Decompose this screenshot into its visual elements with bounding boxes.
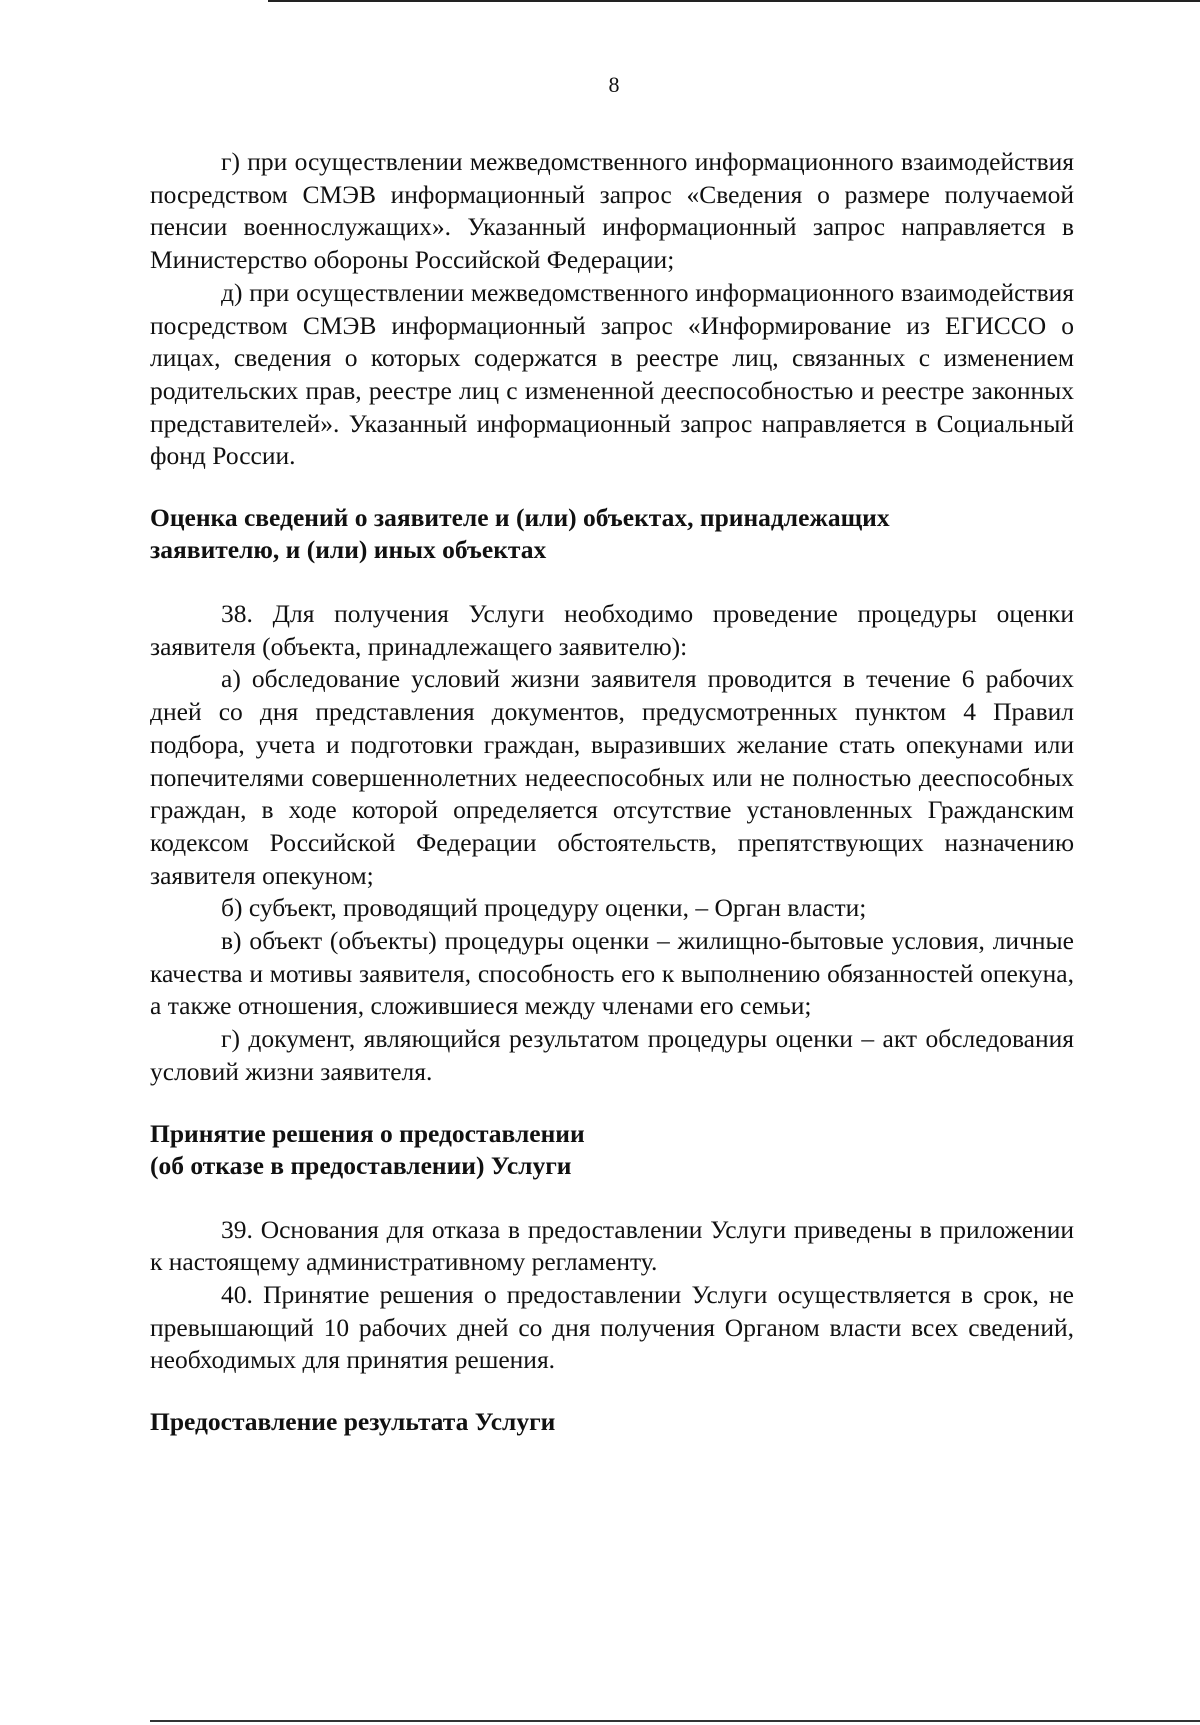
paragraph-38-b: б) субъект, проводящий процедуру оценки, – Орган власти; (221, 893, 867, 923)
paragraph-g: г) при осуществлении межведомственного информационного взаимодействия посредством СМЭВ информационный запрос «Сведения о размере получаемой пенсии военнослужащих». Указанный информационный запрос направляется в Министерство обороны Российской Федерации; (150, 147, 1074, 275)
section-title-assessment-line2: заявителю, и (или) иных объектах (150, 535, 547, 565)
section-title-assessment (150, 502, 1074, 566)
top-scan-edge (268, 0, 1200, 2)
bottom-scan-edge (150, 1720, 1200, 1722)
section-title-result: Предоставление результата Услуги (150, 1407, 556, 1437)
document-body (150, 146, 1074, 1438)
paragraph-38-v: в) объект (объекты) процедуры оценки – жилищно-бытовые условия, личные качества и мотивы заявителя, способность его к выполнению обязанностей опекуна, а также отношения, сложившиеся между членами его семьи; (150, 926, 1074, 1021)
paragraph-39: 39. Основания для отказа в предоставлении Услуги приведены в приложении к настоящему административному регламенту. (150, 1214, 1074, 1277)
section-title-decision-line2: (об отказе в предоставлении) Услуги (150, 1150, 572, 1180)
paragraph-40: 40. Принятие решения о предоставлении Услуги осуществляется в срок, не превышающий 10 рабочих дней со дня получения Органом власти всех сведений, необходимых для принятия решения. (150, 1279, 1074, 1375)
paragraph-38: 38. Для получения Услуги необходимо проведение процедуры оценки заявителя (объекта, принадлежащего заявителю): (150, 599, 1074, 661)
page-number: 8 (608, 72, 620, 97)
section-title-decision-line1: Принятие решения о предоставлении (150, 1118, 585, 1148)
section-title-assessment-line1: Оценка сведений о заявителе и (или) объектах, принадлежащих (150, 503, 890, 533)
paragraph-d: д) при осуществлении межведомственного информационного взаимодействия посредством СМЭВ информационный запрос «Информирование из ЕГИССО о лицах, сведения о которых содержатся в реестре лиц, связанных с изменением родительских прав, реестре лиц с измененной дееспособностью и реестре законных представителей». Указанный информационный запрос направляется в Социальный фонд России. (150, 277, 1074, 471)
paragraph-38-a: а) обследование условий жизни заявителя проводится в течение 6 рабочих дней со дня представления документов, предусмотренных пунктом 4 Правил подбора, учета и подготовки граждан, выразивших желание стать опекунами или попечителями совершеннолетних недееспособных или не полностью дееспособных граждан, в ходе которой определяется отсутствие установленных Гражданским кодексом Российской Федерации обстоятельств, препятствующих назначению заявителя опекуном; (150, 664, 1074, 890)
section-title-decision (150, 1118, 1074, 1182)
paragraph-38-g: г) документ, являющийся результатом процедуры оценки – акт обследования условий жизни заявителя. (150, 1024, 1074, 1086)
